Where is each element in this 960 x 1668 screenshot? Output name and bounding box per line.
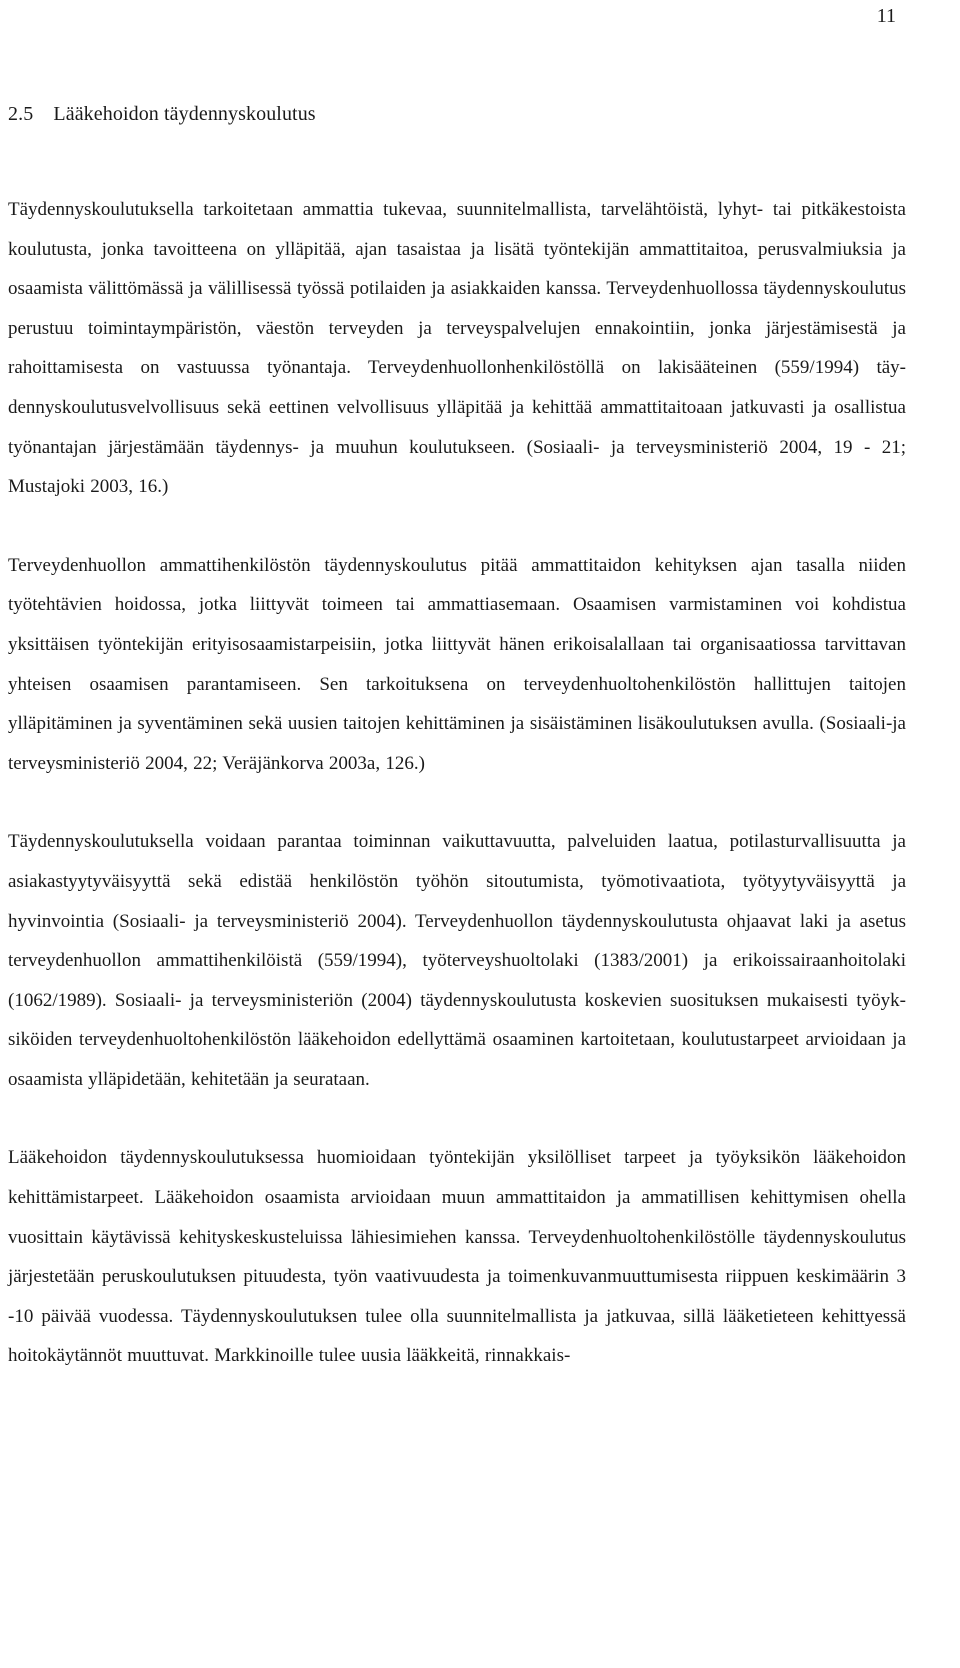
section-body bbox=[8, 190, 906, 1376]
paragraph-medication-training: Lääkehoidon täydennyskoulutuksessa huomioidaan työntekijän yksilölliset tarpeet ja työyksikön lääkehoidon kehittämistarpeet. Lääkehoidon osaamista arvioidaan muun ammattitaidon ja ammatillisen kehittymisen ohella vuosittain käytävissä kehityskeskusteluissa lähiesimiehen kanssa. Terveydenhuoltohenkilöstölle täydennyskoulutus järjestetään peruskoulutuksen pituudesta, työn vaativuudesta ja toimenkuvanmuuttumisesta riippuen keskimäärin 3 -10 päivää vuodessa. Täydennyskoulutuksen tulee olla suunnitelmallista ja jatkuvaa, sillä lääketieteen kehittyessä hoitokäytännöt muuttuvat. Markkinoille tulee uusia lääkkeitä, rinnakkais- bbox=[8, 1147, 906, 1367]
section-heading: 2.5 Lääkehoidon täydennyskoulutus bbox=[8, 103, 316, 125]
paragraph-definition: Täydennyskoulutuksella tarkoitetaan ammattia tukevaa, suunnitelmallista, tarvelähtöistä, lyhyt- tai pitkäkestoista koulutusta, jonka tavoitteena on ylläpitää, ajan tasaistaa ja lisätä työntekijän ammattitaitoa, perusvalmiuksia ja osaamista välittömässä ja välillisessä työssä potilaiden ja asiakkaiden kanssa. Terveydenhuollossa täydennyskoulutus perustuu toimintaympäristön, väestön terveyden ja terveyspalvelujen ennakointiin, jonka järjestämisestä ja rahoittamisesta on vastuussa työnantaja. Terveydenhuollonhenkilöstöllä on lakisääteinen (559/1994) täydennyskoulutusvelvollisuus sekä eettinen velvollisuus ylläpitää ja kehittää ammattitaitoaan jatkuvasti ja osallistua työnantajan järjestämään täydennys- ja muuhun koulutukseen. (Sosiaali- ja terveysministeriö 2004, 19 - 21; Mustajoki 2003, 16.) bbox=[8, 199, 906, 498]
paragraph-purpose: Terveydenhuollon ammattihenkilöstön täydennyskoulutus pitää ammattitaidon kehityksen ajan tasalla niiden työtehtävien hoidossa, jotka liittyvät toimeen tai ammattiasemaan. Osaamisen varmistaminen voi kohdistua yksittäisen työntekijän erityisosaamistarpeisiin, jotka liittyvät hänen erikoisalallaan tai organisaatiossa tarvittavan yhteisen osaamisen parantamiseen. Sen tarkoituksena on terveydenhuoltohenkilöstön hallittujen taitojen ylläpitäminen ja syventäminen sekä uusien taitojen kehittäminen ja sisäistäminen lisäkoulutuksen avulla. (Sosiaali-ja terveysministeriö 2004, 22; Veräjänkorva 2003a, 126.) bbox=[8, 554, 906, 774]
paragraph-benefits: Täydennyskoulutuksella voidaan parantaa toiminnan vaikuttavuutta, palveluiden laatua, potilasturvallisuutta ja asiakastyytyväisyyttä sekä edistää henkilöstön työhön sitoutumista, työmotivaatiota, työtyytyväisyyttä ja hyvinvointia (Sosiaali- ja terveysministeriö 2004). Terveydenhuollon täydennyskoulutusta ohjaavat laki ja asetus terveydenhuollon ammattihenkilöistä (559/1994), työterveyshuoltolaki (1383/2001) ja erikoissairaanhoitolaki (1062/1989). Sosiaali- ja terveysministeriön (2004) täydennyskoulutusta koskevien suosituksen mukaisesti työyksiköiden terveydenhuoltohenkilöstön lääkehoidon edellyttämä osaaminen kartoitetaan, koulutustarpeet arvioidaan ja osaamista ylläpidetään, kehitetään ja seurataan. bbox=[8, 831, 906, 1090]
page-number: 11 bbox=[876, 5, 896, 27]
